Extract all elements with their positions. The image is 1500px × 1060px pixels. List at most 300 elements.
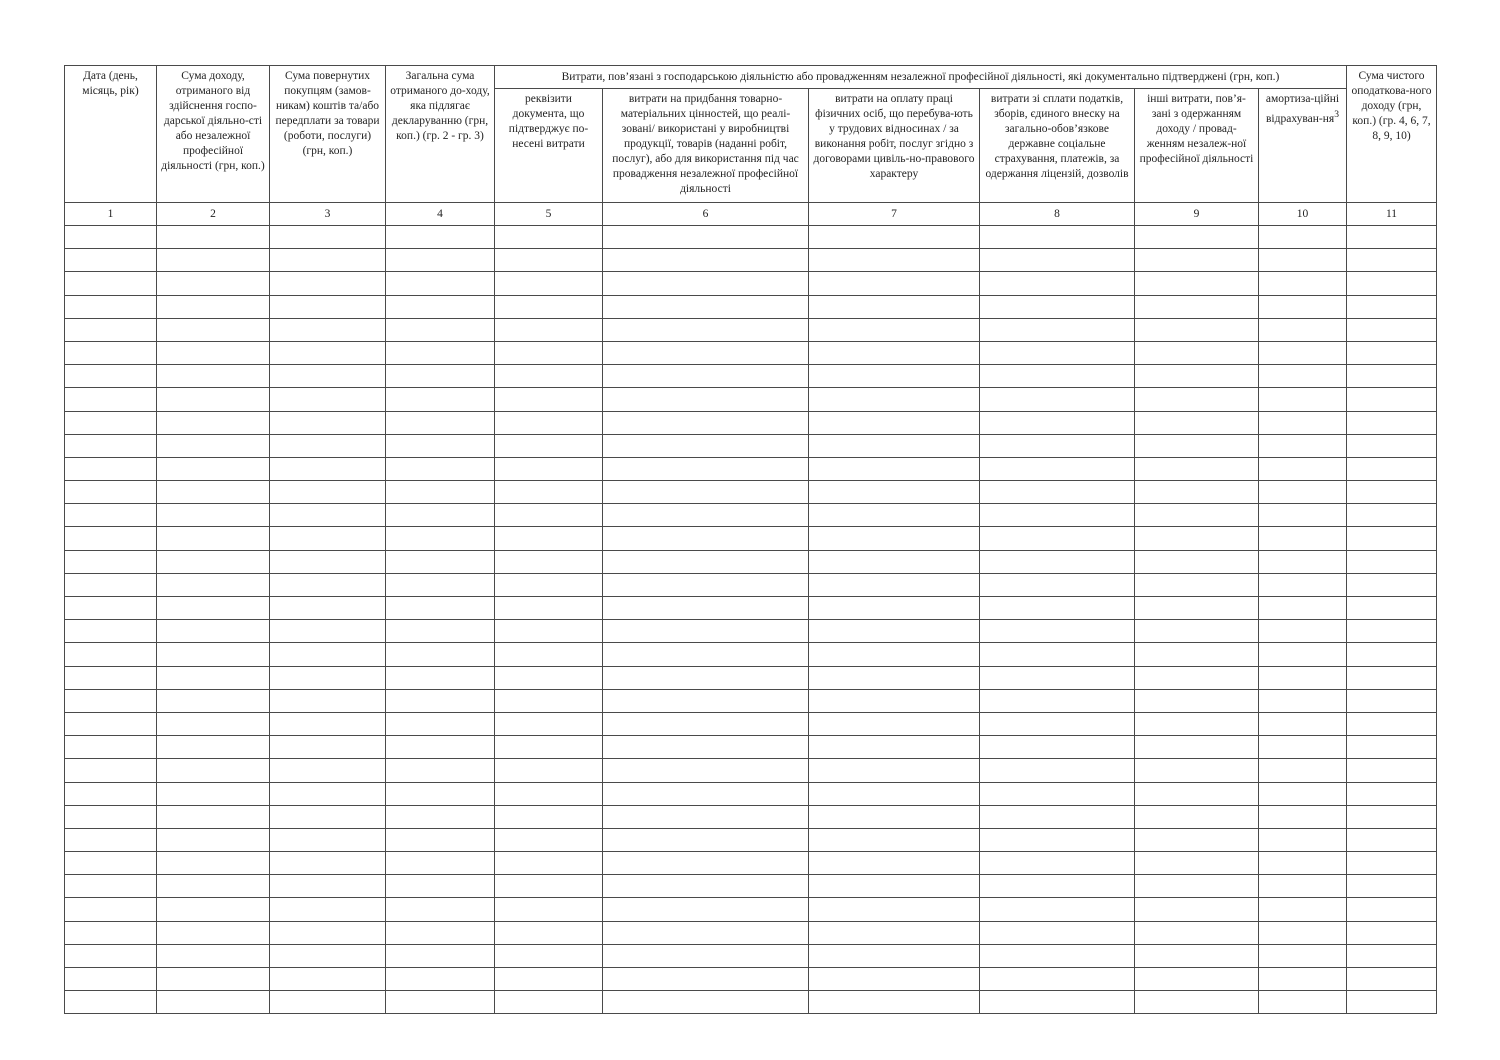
entry-cell[interactable] — [603, 759, 809, 782]
entry-cell[interactable] — [1259, 318, 1347, 341]
entry-cell[interactable] — [270, 504, 386, 527]
entry-cell[interactable] — [1347, 550, 1437, 573]
entry-cell[interactable] — [603, 318, 809, 341]
entry-cell[interactable] — [1347, 457, 1437, 480]
entry-cell[interactable] — [157, 318, 270, 341]
entry-cell[interactable] — [386, 805, 495, 828]
entry-cell[interactable] — [386, 226, 495, 249]
entry-cell[interactable] — [1347, 643, 1437, 666]
entry-cell[interactable] — [65, 226, 157, 249]
entry-cell[interactable] — [270, 968, 386, 991]
entry-cell[interactable] — [65, 341, 157, 364]
entry-cell[interactable] — [1347, 388, 1437, 411]
entry-cell[interactable] — [1135, 782, 1259, 805]
entry-cell[interactable] — [1259, 272, 1347, 295]
entry-cell[interactable] — [809, 805, 980, 828]
entry-cell[interactable] — [980, 249, 1135, 272]
entry-cell[interactable] — [980, 712, 1135, 735]
entry-cell[interactable] — [809, 944, 980, 967]
entry-cell[interactable] — [386, 828, 495, 851]
entry-cell[interactable] — [65, 805, 157, 828]
entry-cell[interactable] — [1259, 434, 1347, 457]
entry-cell[interactable] — [1347, 712, 1437, 735]
entry-cell[interactable] — [495, 620, 603, 643]
entry-cell[interactable] — [495, 226, 603, 249]
entry-cell[interactable] — [386, 782, 495, 805]
entry-cell[interactable] — [270, 272, 386, 295]
entry-cell[interactable] — [1135, 597, 1259, 620]
entry-cell[interactable] — [980, 457, 1135, 480]
entry-cell[interactable] — [1347, 921, 1437, 944]
entry-cell[interactable] — [1347, 828, 1437, 851]
entry-cell[interactable] — [1347, 805, 1437, 828]
entry-cell[interactable] — [65, 944, 157, 967]
entry-cell[interactable] — [1347, 597, 1437, 620]
entry-cell[interactable] — [386, 597, 495, 620]
entry-cell[interactable] — [386, 898, 495, 921]
entry-cell[interactable] — [495, 527, 603, 550]
entry-cell[interactable] — [1259, 689, 1347, 712]
entry-cell[interactable] — [1259, 597, 1347, 620]
entry-cell[interactable] — [65, 666, 157, 689]
entry-cell[interactable] — [65, 272, 157, 295]
entry-cell[interactable] — [495, 968, 603, 991]
entry-cell[interactable] — [386, 759, 495, 782]
entry-cell[interactable] — [386, 504, 495, 527]
entry-cell[interactable] — [157, 295, 270, 318]
entry-cell[interactable] — [270, 944, 386, 967]
entry-cell[interactable] — [1347, 875, 1437, 898]
entry-cell[interactable] — [1135, 573, 1259, 596]
entry-cell[interactable] — [270, 573, 386, 596]
entry-cell[interactable] — [980, 295, 1135, 318]
entry-cell[interactable] — [809, 968, 980, 991]
entry-cell[interactable] — [157, 828, 270, 851]
entry-cell[interactable] — [980, 991, 1135, 1014]
entry-cell[interactable] — [495, 434, 603, 457]
entry-cell[interactable] — [1347, 620, 1437, 643]
entry-cell[interactable] — [157, 921, 270, 944]
entry-cell[interactable] — [1259, 620, 1347, 643]
entry-cell[interactable] — [1347, 689, 1437, 712]
entry-cell[interactable] — [65, 991, 157, 1014]
entry-cell[interactable] — [270, 643, 386, 666]
entry-cell[interactable] — [980, 759, 1135, 782]
entry-cell[interactable] — [980, 666, 1135, 689]
entry-cell[interactable] — [495, 550, 603, 573]
entry-cell[interactable] — [980, 597, 1135, 620]
entry-cell[interactable] — [603, 643, 809, 666]
entry-cell[interactable] — [386, 921, 495, 944]
entry-cell[interactable] — [386, 944, 495, 967]
entry-cell[interactable] — [809, 457, 980, 480]
entry-cell[interactable] — [495, 944, 603, 967]
entry-cell[interactable] — [1347, 481, 1437, 504]
entry-cell[interactable] — [1347, 365, 1437, 388]
entry-cell[interactable] — [809, 272, 980, 295]
entry-cell[interactable] — [980, 689, 1135, 712]
entry-cell[interactable] — [980, 388, 1135, 411]
entry-cell[interactable] — [980, 272, 1135, 295]
entry-cell[interactable] — [809, 921, 980, 944]
entry-cell[interactable] — [809, 620, 980, 643]
entry-cell[interactable] — [495, 643, 603, 666]
entry-cell[interactable] — [603, 341, 809, 364]
entry-cell[interactable] — [809, 295, 980, 318]
entry-cell[interactable] — [386, 411, 495, 434]
entry-cell[interactable] — [65, 481, 157, 504]
entry-cell[interactable] — [386, 272, 495, 295]
entry-cell[interactable] — [157, 875, 270, 898]
entry-cell[interactable] — [603, 620, 809, 643]
entry-cell[interactable] — [270, 852, 386, 875]
entry-cell[interactable] — [1135, 481, 1259, 504]
entry-cell[interactable] — [65, 597, 157, 620]
entry-cell[interactable] — [1259, 875, 1347, 898]
entry-cell[interactable] — [1259, 643, 1347, 666]
entry-cell[interactable] — [65, 736, 157, 759]
entry-cell[interactable] — [809, 318, 980, 341]
entry-cell[interactable] — [1259, 805, 1347, 828]
entry-cell[interactable] — [1135, 434, 1259, 457]
entry-cell[interactable] — [157, 573, 270, 596]
entry-cell[interactable] — [1135, 666, 1259, 689]
entry-cell[interactable] — [270, 457, 386, 480]
entry-cell[interactable] — [386, 550, 495, 573]
entry-cell[interactable] — [495, 666, 603, 689]
entry-cell[interactable] — [1347, 434, 1437, 457]
entry-cell[interactable] — [603, 365, 809, 388]
entry-cell[interactable] — [270, 434, 386, 457]
entry-cell[interactable] — [603, 852, 809, 875]
entry-cell[interactable] — [157, 782, 270, 805]
entry-cell[interactable] — [270, 875, 386, 898]
entry-cell[interactable] — [1135, 736, 1259, 759]
entry-cell[interactable] — [270, 550, 386, 573]
entry-cell[interactable] — [157, 805, 270, 828]
entry-cell[interactable] — [270, 991, 386, 1014]
entry-cell[interactable] — [157, 457, 270, 480]
entry-cell[interactable] — [495, 249, 603, 272]
entry-cell[interactable] — [157, 666, 270, 689]
entry-cell[interactable] — [603, 736, 809, 759]
entry-cell[interactable] — [980, 550, 1135, 573]
entry-cell[interactable] — [1347, 991, 1437, 1014]
entry-cell[interactable] — [386, 736, 495, 759]
entry-cell[interactable] — [1347, 318, 1437, 341]
entry-cell[interactable] — [809, 643, 980, 666]
entry-cell[interactable] — [1259, 573, 1347, 596]
entry-cell[interactable] — [603, 828, 809, 851]
entry-cell[interactable] — [270, 712, 386, 735]
entry-cell[interactable] — [809, 712, 980, 735]
entry-cell[interactable] — [65, 504, 157, 527]
entry-cell[interactable] — [157, 597, 270, 620]
entry-cell[interactable] — [603, 921, 809, 944]
entry-cell[interactable] — [495, 898, 603, 921]
entry-cell[interactable] — [386, 643, 495, 666]
entry-cell[interactable] — [1347, 573, 1437, 596]
entry-cell[interactable] — [980, 318, 1135, 341]
entry-cell[interactable] — [980, 875, 1135, 898]
entry-cell[interactable] — [980, 504, 1135, 527]
entry-cell[interactable] — [809, 527, 980, 550]
entry-cell[interactable] — [157, 991, 270, 1014]
entry-cell[interactable] — [157, 365, 270, 388]
entry-cell[interactable] — [270, 481, 386, 504]
entry-cell[interactable] — [980, 898, 1135, 921]
entry-cell[interactable] — [270, 597, 386, 620]
entry-cell[interactable] — [809, 550, 980, 573]
entry-cell[interactable] — [65, 249, 157, 272]
entry-cell[interactable] — [1135, 272, 1259, 295]
entry-cell[interactable] — [495, 921, 603, 944]
entry-cell[interactable] — [1347, 226, 1437, 249]
entry-cell[interactable] — [495, 782, 603, 805]
entry-cell[interactable] — [809, 759, 980, 782]
entry-cell[interactable] — [157, 898, 270, 921]
entry-cell[interactable] — [809, 782, 980, 805]
entry-cell[interactable] — [603, 689, 809, 712]
entry-cell[interactable] — [809, 597, 980, 620]
entry-cell[interactable] — [809, 875, 980, 898]
entry-cell[interactable] — [386, 527, 495, 550]
entry-cell[interactable] — [157, 968, 270, 991]
entry-cell[interactable] — [65, 365, 157, 388]
entry-cell[interactable] — [1259, 504, 1347, 527]
entry-cell[interactable] — [65, 527, 157, 550]
entry-cell[interactable] — [980, 944, 1135, 967]
entry-cell[interactable] — [1347, 295, 1437, 318]
entry-cell[interactable] — [1135, 875, 1259, 898]
entry-cell[interactable] — [1135, 341, 1259, 364]
entry-cell[interactable] — [603, 504, 809, 527]
entry-cell[interactable] — [1259, 481, 1347, 504]
entry-cell[interactable] — [157, 620, 270, 643]
entry-cell[interactable] — [603, 272, 809, 295]
entry-cell[interactable] — [495, 272, 603, 295]
entry-cell[interactable] — [1347, 527, 1437, 550]
entry-cell[interactable] — [270, 341, 386, 364]
entry-cell[interactable] — [1135, 249, 1259, 272]
entry-cell[interactable] — [1135, 527, 1259, 550]
entry-cell[interactable] — [603, 388, 809, 411]
entry-cell[interactable] — [1347, 898, 1437, 921]
entry-cell[interactable] — [603, 550, 809, 573]
entry-cell[interactable] — [809, 991, 980, 1014]
entry-cell[interactable] — [65, 457, 157, 480]
entry-cell[interactable] — [157, 944, 270, 967]
entry-cell[interactable] — [1259, 388, 1347, 411]
entry-cell[interactable] — [1135, 550, 1259, 573]
entry-cell[interactable] — [495, 341, 603, 364]
entry-cell[interactable] — [1259, 782, 1347, 805]
entry-cell[interactable] — [1347, 968, 1437, 991]
entry-cell[interactable] — [157, 852, 270, 875]
entry-cell[interactable] — [270, 249, 386, 272]
entry-cell[interactable] — [157, 411, 270, 434]
entry-cell[interactable] — [980, 573, 1135, 596]
entry-cell[interactable] — [1135, 318, 1259, 341]
entry-cell[interactable] — [386, 620, 495, 643]
entry-cell[interactable] — [1259, 991, 1347, 1014]
entry-cell[interactable] — [495, 318, 603, 341]
entry-cell[interactable] — [386, 666, 495, 689]
entry-cell[interactable] — [386, 689, 495, 712]
entry-cell[interactable] — [1259, 759, 1347, 782]
entry-cell[interactable] — [270, 736, 386, 759]
entry-cell[interactable] — [1135, 805, 1259, 828]
entry-cell[interactable] — [603, 898, 809, 921]
entry-cell[interactable] — [65, 388, 157, 411]
entry-cell[interactable] — [809, 411, 980, 434]
entry-cell[interactable] — [809, 434, 980, 457]
entry-cell[interactable] — [270, 805, 386, 828]
entry-cell[interactable] — [65, 411, 157, 434]
entry-cell[interactable] — [809, 852, 980, 875]
entry-cell[interactable] — [1135, 898, 1259, 921]
entry-cell[interactable] — [1135, 643, 1259, 666]
entry-cell[interactable] — [1347, 782, 1437, 805]
entry-cell[interactable] — [1259, 666, 1347, 689]
entry-cell[interactable] — [980, 828, 1135, 851]
entry-cell[interactable] — [495, 712, 603, 735]
entry-cell[interactable] — [65, 852, 157, 875]
entry-cell[interactable] — [65, 434, 157, 457]
entry-cell[interactable] — [603, 805, 809, 828]
entry-cell[interactable] — [1135, 457, 1259, 480]
entry-cell[interactable] — [603, 249, 809, 272]
entry-cell[interactable] — [495, 875, 603, 898]
entry-cell[interactable] — [270, 365, 386, 388]
entry-cell[interactable] — [157, 226, 270, 249]
entry-cell[interactable] — [270, 318, 386, 341]
entry-cell[interactable] — [603, 597, 809, 620]
entry-cell[interactable] — [157, 504, 270, 527]
entry-cell[interactable] — [603, 226, 809, 249]
entry-cell[interactable] — [980, 736, 1135, 759]
entry-cell[interactable] — [65, 921, 157, 944]
entry-cell[interactable] — [1259, 968, 1347, 991]
entry-cell[interactable] — [157, 712, 270, 735]
entry-cell[interactable] — [1347, 736, 1437, 759]
entry-cell[interactable] — [495, 457, 603, 480]
entry-cell[interactable] — [157, 272, 270, 295]
entry-cell[interactable] — [270, 782, 386, 805]
entry-cell[interactable] — [386, 365, 495, 388]
entry-cell[interactable] — [386, 457, 495, 480]
entry-cell[interactable] — [386, 875, 495, 898]
entry-cell[interactable] — [495, 411, 603, 434]
entry-cell[interactable] — [1259, 411, 1347, 434]
entry-cell[interactable] — [386, 573, 495, 596]
entry-cell[interactable] — [1135, 620, 1259, 643]
entry-cell[interactable] — [495, 759, 603, 782]
entry-cell[interactable] — [603, 944, 809, 967]
entry-cell[interactable] — [1259, 712, 1347, 735]
entry-cell[interactable] — [809, 504, 980, 527]
entry-cell[interactable] — [1347, 944, 1437, 967]
entry-cell[interactable] — [1259, 736, 1347, 759]
entry-cell[interactable] — [157, 527, 270, 550]
entry-cell[interactable] — [65, 712, 157, 735]
entry-cell[interactable] — [157, 736, 270, 759]
entry-cell[interactable] — [809, 689, 980, 712]
entry-cell[interactable] — [809, 828, 980, 851]
entry-cell[interactable] — [980, 481, 1135, 504]
entry-cell[interactable] — [603, 991, 809, 1014]
entry-cell[interactable] — [157, 434, 270, 457]
entry-cell[interactable] — [386, 388, 495, 411]
entry-cell[interactable] — [1347, 411, 1437, 434]
entry-cell[interactable] — [65, 759, 157, 782]
entry-cell[interactable] — [1135, 504, 1259, 527]
entry-cell[interactable] — [270, 898, 386, 921]
entry-cell[interactable] — [270, 226, 386, 249]
entry-cell[interactable] — [386, 295, 495, 318]
entry-cell[interactable] — [270, 620, 386, 643]
entry-cell[interactable] — [495, 736, 603, 759]
entry-cell[interactable] — [980, 921, 1135, 944]
entry-cell[interactable] — [809, 736, 980, 759]
entry-cell[interactable] — [980, 527, 1135, 550]
entry-cell[interactable] — [603, 434, 809, 457]
entry-cell[interactable] — [65, 573, 157, 596]
entry-cell[interactable] — [603, 527, 809, 550]
entry-cell[interactable] — [980, 411, 1135, 434]
entry-cell[interactable] — [980, 341, 1135, 364]
entry-cell[interactable] — [809, 898, 980, 921]
entry-cell[interactable] — [157, 341, 270, 364]
entry-cell[interactable] — [65, 643, 157, 666]
entry-cell[interactable] — [1259, 921, 1347, 944]
entry-cell[interactable] — [809, 573, 980, 596]
entry-cell[interactable] — [1259, 341, 1347, 364]
entry-cell[interactable] — [603, 782, 809, 805]
entry-cell[interactable] — [386, 434, 495, 457]
entry-cell[interactable] — [157, 388, 270, 411]
entry-cell[interactable] — [603, 457, 809, 480]
entry-cell[interactable] — [1259, 249, 1347, 272]
entry-cell[interactable] — [1259, 527, 1347, 550]
entry-cell[interactable] — [495, 365, 603, 388]
entry-cell[interactable] — [65, 782, 157, 805]
entry-cell[interactable] — [65, 318, 157, 341]
entry-cell[interactable] — [270, 828, 386, 851]
entry-cell[interactable] — [495, 689, 603, 712]
entry-cell[interactable] — [65, 689, 157, 712]
entry-cell[interactable] — [270, 666, 386, 689]
entry-cell[interactable] — [980, 968, 1135, 991]
entry-cell[interactable] — [1135, 968, 1259, 991]
entry-cell[interactable] — [980, 782, 1135, 805]
entry-cell[interactable] — [1135, 411, 1259, 434]
entry-cell[interactable] — [1135, 712, 1259, 735]
entry-cell[interactable] — [270, 411, 386, 434]
entry-cell[interactable] — [603, 712, 809, 735]
entry-cell[interactable] — [157, 689, 270, 712]
entry-cell[interactable] — [603, 875, 809, 898]
entry-cell[interactable] — [386, 249, 495, 272]
entry-cell[interactable] — [65, 875, 157, 898]
entry-cell[interactable] — [270, 921, 386, 944]
entry-cell[interactable] — [809, 481, 980, 504]
entry-cell[interactable] — [1347, 249, 1437, 272]
entry-cell[interactable] — [603, 573, 809, 596]
entry-cell[interactable] — [1135, 365, 1259, 388]
entry-cell[interactable] — [980, 620, 1135, 643]
entry-cell[interactable] — [1135, 921, 1259, 944]
